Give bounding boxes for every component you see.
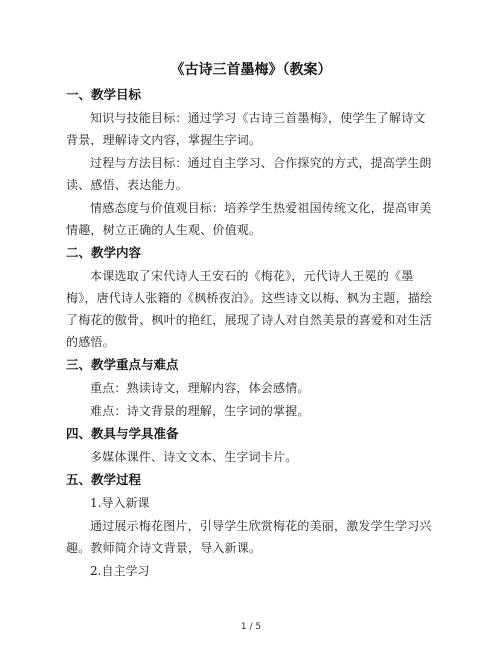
section-heading-process: 五、教学过程: [66, 472, 142, 487]
section-heading-materials: 四、教具与学具准备: [66, 426, 179, 441]
paragraph: 本课选取了宋代诗人王安石的《梅花》，元代诗人王冕的《墨梅》，唐代诗人张籍的《枫桥夜泊》。这些诗文以梅、枫为主题，描绘了梅花的傲骨、枫叶的艳红，展现了诗人对自然美景的喜爱和对生活的感悟。: [66, 269, 433, 349]
paragraph: 过程与方法目标：通过自主学习、合作探究的方式，提高学生朗读、感悟、表达能力。: [66, 156, 432, 192]
paragraph: 难点：诗文背景的理解，生字词的掌握。: [90, 404, 310, 418]
document-title: 《古诗三首墨梅》（教案）: [170, 62, 332, 78]
paragraph: 重点：熟读诗文，理解内容，体会感情。: [90, 381, 310, 395]
section-heading-content: 二、教学内容: [66, 245, 142, 260]
paragraph: 知识与技能目标：通过学习《古诗三首墨梅》，使学生了解诗文背景，理解诗文内容，掌握生字词。: [66, 111, 426, 147]
paragraph: 情感态度与价值观目标：培养学生热爱祖国传统文化，提高审美情趣，树立正确的人生观、价值观。: [66, 201, 432, 237]
document-body: [66, 84, 436, 583]
paragraph: 多媒体课件、诗文文本、生字词卡片。: [90, 450, 298, 464]
paragraph: 通过展示梅花图片，引导学生欣赏梅花的美丽，激发学生学习兴趣。教师简介诗文背景，导入新课。: [66, 519, 432, 555]
page-number: 1 / 5: [240, 622, 262, 632]
section-heading-key-points: 三、教学重点与难点: [66, 357, 179, 372]
step-label: 1.导入新课: [90, 496, 150, 510]
step-label: 2.自主学习: [90, 564, 150, 578]
section-heading-objectives: 一、教学目标: [66, 87, 142, 102]
